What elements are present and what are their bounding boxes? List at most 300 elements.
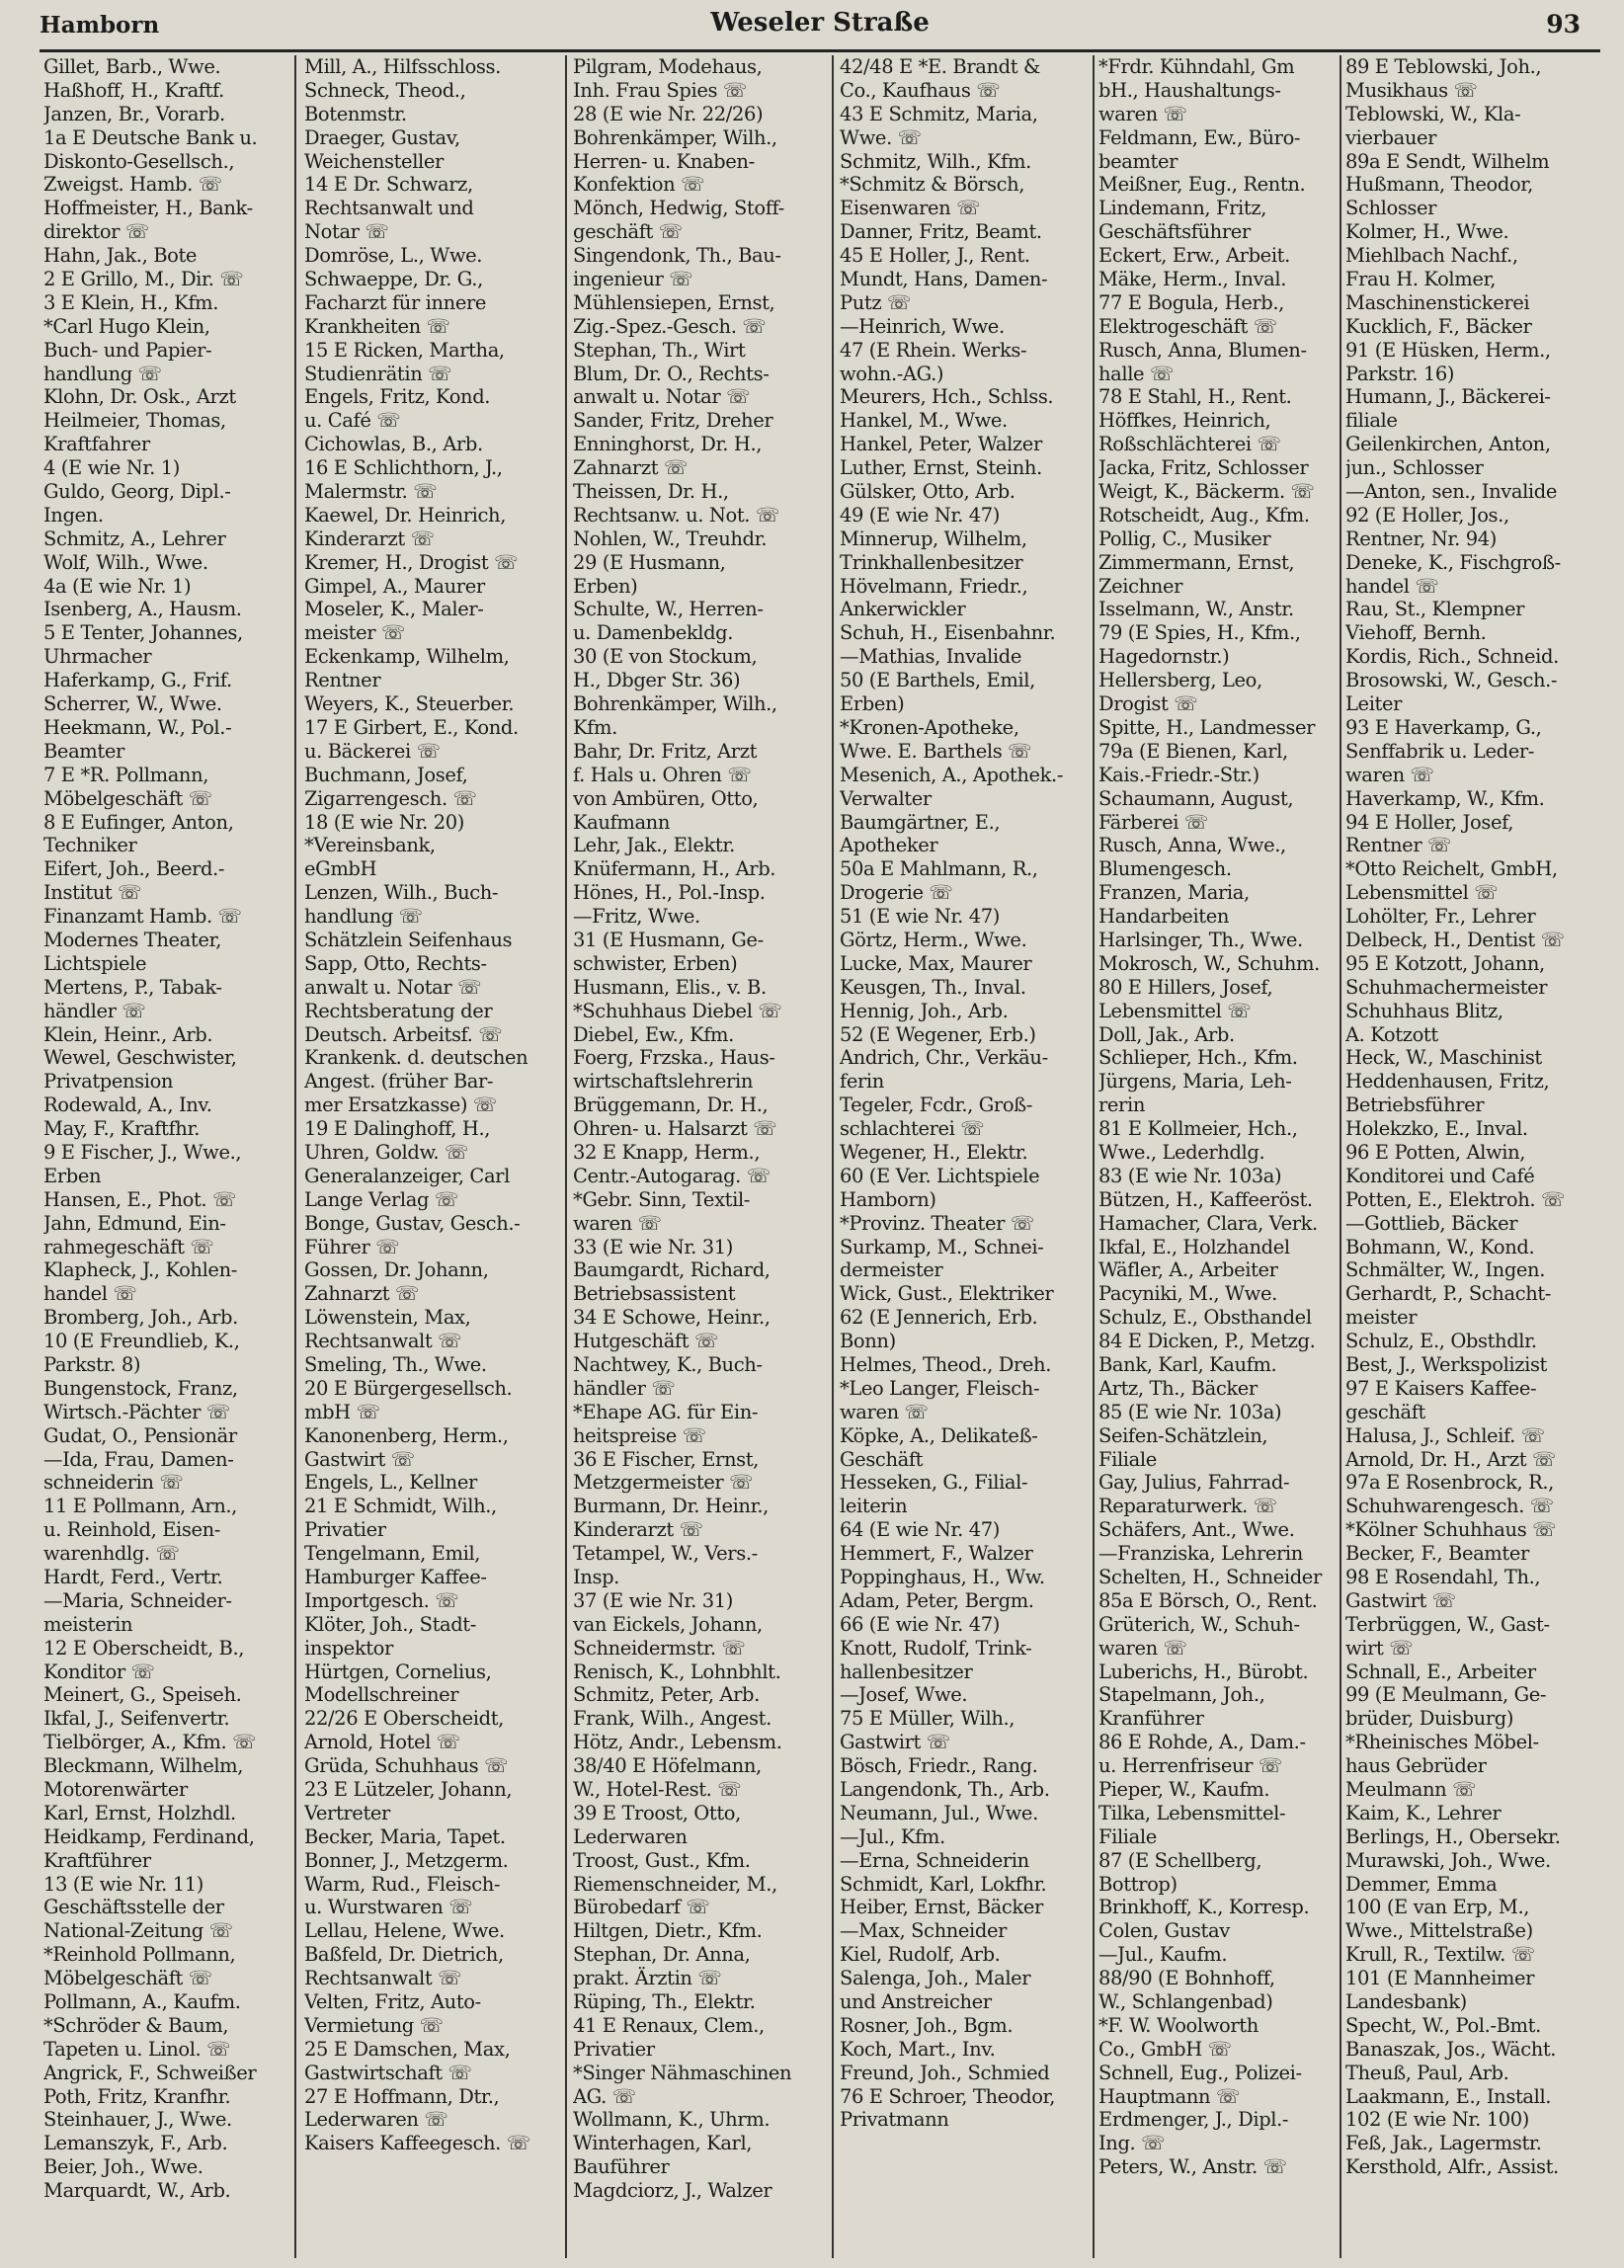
column-2 xyxy=(304,55,557,2258)
directory-line: Kanonenberg, Herm., xyxy=(304,1423,509,1447)
directory-line: halle ☏ xyxy=(1098,362,1174,385)
directory-line: wirt ☏ xyxy=(1345,1636,1414,1660)
directory-line: Gülsker, Otto, Arb. xyxy=(840,480,1015,504)
directory-line: *Provinz. Theater ☏ xyxy=(840,1211,1034,1235)
directory-line: Kranführer xyxy=(1098,1707,1204,1731)
directory-line: *Schuhhaus Diebel ☏ xyxy=(573,999,782,1022)
page-number: 93 xyxy=(1546,10,1581,39)
directory-line: Gay, Julius, Fahrrad- xyxy=(1098,1471,1290,1495)
directory-line: May, F., Kraftfhr. xyxy=(43,1117,201,1141)
directory-line: Draeger, Gustav, xyxy=(304,125,460,149)
directory-line: brüder, Duisburg) xyxy=(1345,1707,1514,1731)
directory-line: Tilka, Lebensmittel- xyxy=(1098,1801,1286,1824)
directory-line: Schuhwarengesch. ☏ xyxy=(1345,1495,1554,1518)
directory-line: H., Dbger Str. 36) xyxy=(573,669,741,692)
directory-line: 49 (E wie Nr. 47) xyxy=(840,503,1000,526)
directory-line: Engels, L., Kellner xyxy=(304,1471,477,1495)
directory-line: Rechtsanwalt ☏ xyxy=(304,1967,462,1990)
directory-line: Keusgen, Th., Inval. xyxy=(840,975,1026,999)
directory-line: Guldo, Georg, Dipl.- xyxy=(43,480,231,504)
directory-line: Rau, St., Klempner xyxy=(1345,598,1525,621)
directory-line: f. Hals u. Ohren ☏ xyxy=(573,763,752,786)
directory-line: Inh. Frau Spies ☏ xyxy=(573,78,747,102)
directory-line: anwalt u. Notar ☏ xyxy=(573,385,751,409)
directory-line: Filiale xyxy=(1098,1824,1157,1848)
directory-line: Koch, Mart., Inv. xyxy=(840,2037,996,2061)
directory-line: Herren- u. Knaben- xyxy=(573,149,755,173)
directory-line: Leiter xyxy=(1345,692,1403,716)
directory-line: Hamborn) xyxy=(840,1187,936,1211)
directory-line: *Carl Hugo Klein, xyxy=(43,314,210,338)
directory-line: Stephan, Dr. Anna, xyxy=(573,1943,751,1967)
directory-line: Schulz, E., Obsthandel xyxy=(1098,1306,1312,1330)
directory-line: Mill, A., Hilfsschloss. xyxy=(304,55,501,78)
directory-line: Heck, W., Maschinist xyxy=(1345,1046,1542,1070)
directory-line: Geschäftsstelle der xyxy=(43,1896,224,1919)
directory-line: 89 E Teblowski, Joh., xyxy=(1345,55,1542,78)
directory-line: 100 (E van Erp, M., xyxy=(1345,1896,1530,1919)
directory-line: Erdmenger, J., Dipl.- xyxy=(1098,2108,1289,2132)
directory-line: Becker, F., Beamter xyxy=(1345,1542,1529,1566)
directory-line: Bahr, Dr. Fritz, Arzt xyxy=(573,739,758,763)
directory-line: Schlosser xyxy=(1345,197,1437,220)
directory-line: Theuß, Paul, Arb. xyxy=(1345,2061,1509,2084)
directory-line: waren ☏ xyxy=(1098,102,1187,125)
directory-line: 10 (E Freundlieb, K., xyxy=(43,1330,240,1353)
directory-line: u. Reinhold, Eisen- xyxy=(43,1518,220,1542)
directory-line: u. Herrenfriseur ☏ xyxy=(1098,1754,1282,1778)
directory-line: Kremer, H., Drogist ☏ xyxy=(304,550,519,574)
directory-line: Gerhardt, P., Schacht- xyxy=(1345,1282,1551,1306)
directory-line: Schuhhaus Blitz, xyxy=(1345,999,1503,1022)
directory-line: handlung ☏ xyxy=(43,362,162,385)
directory-line: Privatpension xyxy=(43,1070,174,1094)
directory-line: Rusch, Anna, Wwe., xyxy=(1098,834,1286,857)
directory-line: Smeling, Th., Wwe. xyxy=(304,1352,487,1376)
directory-line: —Ida, Frau, Damen- xyxy=(43,1447,234,1471)
directory-line: Konditorei und Café xyxy=(1345,1164,1535,1187)
directory-line: Lichtspiele xyxy=(43,951,147,975)
directory-line: Eifert, Joh., Beerd.- xyxy=(43,857,225,881)
directory-line: meister xyxy=(1345,1306,1418,1330)
directory-line: Deutsch. Arbeitsf. ☏ xyxy=(304,1022,503,1046)
directory-line: 12 E Oberscheidt, B., xyxy=(43,1636,245,1660)
directory-line: Zahnarzt ☏ xyxy=(304,1282,419,1306)
directory-line: 29 (E Husmann, xyxy=(573,550,726,574)
directory-line: Surkamp, M., Schnei- xyxy=(840,1235,1044,1258)
directory-line: *Gebr. Sinn, Textil- xyxy=(573,1187,750,1211)
directory-line: filiale xyxy=(1345,409,1398,433)
directory-line: Kaewel, Dr. Heinrich, xyxy=(304,503,506,526)
directory-line: —Anton, sen., Invalide xyxy=(1345,480,1557,504)
directory-line: Schneck, Theod., xyxy=(304,78,466,102)
directory-line: Diskonto-Gesellsch., xyxy=(43,149,235,173)
directory-line: Privatier xyxy=(573,2037,655,2061)
directory-line: Hagedornstr.) xyxy=(1098,645,1230,669)
directory-line: Löwenstein, Max, xyxy=(304,1306,471,1330)
directory-line: Isenberg, A., Hausm. xyxy=(43,598,242,621)
directory-line: Importgesch. ☏ xyxy=(304,1588,459,1612)
directory-line: meisterin xyxy=(43,1612,133,1636)
directory-line: *Kölner Schuhhaus ☏ xyxy=(1345,1518,1557,1542)
directory-line: u. Damenbekldg. xyxy=(573,621,734,645)
directory-line: direktor ☏ xyxy=(43,220,149,244)
directory-line: A. Kotzott xyxy=(1345,1022,1438,1046)
directory-line: Kordis, Rich., Schneid. xyxy=(1345,645,1559,669)
directory-line: Grüda, Schuhhaus ☏ xyxy=(304,1754,509,1778)
directory-line: Buch- und Papier- xyxy=(43,338,212,362)
directory-line: Lebensmittel ☏ xyxy=(1345,881,1499,905)
directory-line: Brosowski, W., Gesch.- xyxy=(1345,669,1558,692)
directory-line: Krull, R., Textilw. ☏ xyxy=(1345,1943,1535,1967)
directory-line: Schätzlein Seifenhaus xyxy=(304,928,513,951)
column-divider xyxy=(565,55,567,2258)
directory-line: Ohren- u. Halsarzt ☏ xyxy=(573,1117,777,1141)
directory-line: Kaisers Kaffeegesch. ☏ xyxy=(304,2132,530,2155)
directory-line: —Jul., Kaufm. xyxy=(1098,1943,1228,1967)
directory-line: Tielbörger, A., Kfm. ☏ xyxy=(43,1731,257,1754)
directory-line: Andrich, Chr., Verkäu- xyxy=(840,1046,1048,1070)
directory-line: Hansen, E., Phot. ☏ xyxy=(43,1187,236,1211)
directory-line: Rechtsanwalt und xyxy=(304,197,474,220)
directory-line: 83 (E wie Nr. 103a) xyxy=(1098,1164,1282,1187)
directory-line: Notar ☏ xyxy=(304,220,389,244)
directory-line: Rechtsberatung der xyxy=(304,999,493,1022)
directory-line: Potten, E., Elektroh. ☏ xyxy=(1345,1187,1565,1211)
directory-line: Vermietung ☏ xyxy=(304,2013,444,2037)
directory-line: Adam, Peter, Bergm. xyxy=(840,1588,1034,1612)
directory-line: Meulmann ☏ xyxy=(1345,1778,1477,1802)
directory-line: Schaumann, August, xyxy=(1098,786,1294,810)
directory-line: leiterin xyxy=(840,1495,908,1518)
directory-line: Best, J., Werkspolizist xyxy=(1345,1352,1547,1376)
directory-line: Viehoff, Bernh. xyxy=(1345,621,1487,645)
directory-line: Kersthold, Alfr., Assist. xyxy=(1345,2155,1559,2179)
directory-line: Parkstr. 8) xyxy=(43,1352,141,1376)
directory-line: 62 (E Jennerich, Erb. xyxy=(840,1306,1038,1330)
directory-line: Klapheck, J., Kohlen- xyxy=(43,1258,237,1282)
directory-line: Schnall, E., Arbeiter xyxy=(1345,1660,1536,1683)
directory-line: AG. ☏ xyxy=(573,2084,636,2108)
directory-line: *Vereinsbank, xyxy=(304,834,436,857)
directory-line: *Rheinisches Möbel- xyxy=(1345,1731,1539,1754)
directory-line: Helmes, Theod., Dreh. xyxy=(840,1352,1051,1376)
directory-line: 50a E Mahlmann, R., xyxy=(840,857,1038,881)
directory-line: Burmann, Dr. Heinr., xyxy=(573,1495,769,1518)
directory-line: Bank, Karl, Kaufm. xyxy=(1098,1352,1277,1376)
directory-line: Zahnarzt ☏ xyxy=(573,456,688,480)
directory-line: 60 (E Ver. Lichtspiele xyxy=(840,1164,1040,1187)
directory-line: Cichowlas, B., Arb. xyxy=(304,433,483,456)
directory-line: Krankenk. d. deutschen xyxy=(304,1046,528,1070)
directory-line: Bützen, H., Kaffeeröst. xyxy=(1098,1187,1313,1211)
directory-line: Lellau, Helene, Wwe. xyxy=(304,1919,505,1943)
directory-line: händler ☏ xyxy=(573,1376,676,1400)
directory-line: Schmälter, W., Ingen. xyxy=(1345,1258,1546,1282)
directory-line: Kfm. xyxy=(573,715,617,739)
directory-line: 2 E Grillo, M., Dir. ☏ xyxy=(43,268,244,291)
directory-line: Techniker xyxy=(43,834,137,857)
directory-line: Schneidermstr. ☏ xyxy=(573,1636,746,1660)
directory-line: wirtschaftslehrerin xyxy=(573,1070,753,1094)
directory-line: Wäfler, A., Arbeiter xyxy=(1098,1258,1278,1282)
directory-line: 37 (E wie Nr. 31) xyxy=(573,1588,733,1612)
directory-line: Blum, Dr. O., Rechts- xyxy=(573,362,770,385)
directory-line: dermeister xyxy=(840,1258,943,1282)
directory-line: 87 (E Schellberg, xyxy=(1098,1848,1262,1872)
directory-line: Beier, Joh., Wwe. xyxy=(43,2155,203,2179)
directory-line: Hönes, H., Pol.-Insp. xyxy=(573,881,766,905)
directory-line: Privatier xyxy=(304,1518,386,1542)
directory-line: Hötz, Andr., Lebensm. xyxy=(573,1731,782,1754)
directory-line: *Otto Reichelt, GmbH, xyxy=(1345,857,1558,881)
directory-line: 9 E Fischer, J., Wwe., xyxy=(43,1140,242,1164)
directory-line: Motorenwärter xyxy=(43,1778,188,1802)
directory-line: und Anstreicher xyxy=(840,1990,992,2014)
directory-line: Höffkes, Heinrich, xyxy=(1098,409,1271,433)
directory-line: Köpke, A., Delikateß- xyxy=(840,1423,1038,1447)
directory-line: Heekmann, W., Pol.- xyxy=(43,715,232,739)
directory-line: Vertreter xyxy=(304,1801,390,1824)
directory-line: Wwe. E. Barthels ☏ xyxy=(840,739,1032,763)
directory-line: Weigt, K., Bäckerm. ☏ xyxy=(1098,480,1315,504)
directory-line: Hemmert, F., Walzer xyxy=(840,1542,1033,1566)
directory-line: Baumgärtner, E., xyxy=(840,810,1001,834)
directory-line: Riemenschneider, M., xyxy=(573,1872,777,1896)
directory-line: 79a (E Bienen, Karl, xyxy=(1098,739,1288,763)
directory-line: —Franziska, Lehrerin xyxy=(1098,1542,1303,1566)
directory-line: Rentner, Nr. 94) xyxy=(1345,526,1497,550)
directory-line: *Reinhold Pollmann, xyxy=(43,1943,236,1967)
directory-line: Führer ☏ xyxy=(304,1235,400,1258)
directory-line: Hesseken, G., Filial- xyxy=(840,1471,1028,1495)
directory-line: Musikhaus ☏ xyxy=(1345,78,1478,102)
directory-line: Lebensmittel ☏ xyxy=(1098,999,1252,1022)
directory-line: Engels, Fritz, Kond. xyxy=(304,385,491,409)
directory-line: Spitte, H., Landmesser xyxy=(1098,715,1316,739)
directory-line: Salenga, Joh., Maler xyxy=(840,1967,1031,1990)
directory-line: —Maria, Schneider- xyxy=(43,1588,232,1612)
directory-line: Geilenkirchen, Anton, xyxy=(1345,433,1551,456)
directory-line: Rentner ☏ xyxy=(1345,834,1452,857)
directory-line: 17 E Girbert, E., Kond. xyxy=(304,715,519,739)
directory-line: Pilgram, Modehaus, xyxy=(573,55,763,78)
directory-line: 13 (E wie Nr. 11) xyxy=(43,1872,203,1896)
directory-line: Jürgens, Maria, Leh- xyxy=(1098,1070,1292,1094)
directory-line: Mertens, P., Tabak- xyxy=(43,975,222,999)
directory-line: Angrick, F., Schweißer xyxy=(43,2061,257,2084)
directory-line: Geschäft xyxy=(840,1447,924,1471)
directory-line: Drogerie ☏ xyxy=(840,881,953,905)
directory-line: Elektrogeschäft ☏ xyxy=(1098,314,1277,338)
directory-line: Frau H. Kolmer, xyxy=(1345,268,1497,291)
directory-line: Senffabrik u. Leder- xyxy=(1345,739,1534,763)
directory-line: Minnerup, Wilhelm, xyxy=(840,526,1027,550)
directory-line: 14 E Dr. Schwarz, xyxy=(304,173,473,197)
directory-line: Heilmeier, Thomas, xyxy=(43,409,226,433)
directory-line: 51 (E wie Nr. 47) xyxy=(840,905,1000,929)
directory-line: Generalanzeiger, Carl xyxy=(304,1164,510,1187)
directory-line: rerin xyxy=(1098,1094,1145,1117)
directory-line: —Heinrich, Wwe. xyxy=(840,314,1005,338)
directory-line: Gossen, Dr. Johann, xyxy=(304,1258,489,1282)
directory-line: *Schröder & Baum, xyxy=(43,2013,229,2037)
directory-line: Maschinenstickerei xyxy=(1345,290,1530,314)
directory-line: Konditor ☏ xyxy=(43,1660,155,1683)
directory-line: 101 (E Mannheimer xyxy=(1345,1967,1535,1990)
directory-line: Hiltgen, Dietr., Kfm. xyxy=(573,1919,763,1943)
directory-line: Lindemann, Fritz, xyxy=(1098,197,1266,220)
column-5 xyxy=(1098,55,1336,2258)
directory-line: handel ☏ xyxy=(1345,574,1439,598)
directory-line: Ingen. xyxy=(43,503,104,526)
directory-line: mbH ☏ xyxy=(304,1400,380,1423)
directory-line: 23 E Lützeler, Johann, xyxy=(304,1778,513,1802)
directory-line: 85 (E wie Nr. 103a) xyxy=(1098,1400,1282,1423)
directory-line: Schwaeppe, Dr. G., xyxy=(304,268,483,291)
directory-line: Kais.-Friedr.-Str.) xyxy=(1098,763,1259,786)
directory-line: *Leo Langer, Fleisch- xyxy=(840,1376,1040,1400)
directory-line: Möbelgeschäft ☏ xyxy=(43,1967,212,1990)
directory-line: Tapeten u. Linol. ☏ xyxy=(43,2037,231,2061)
directory-line: Hürtgen, Cornelius, xyxy=(304,1660,492,1683)
directory-line: Gudat, O., Pensionär xyxy=(43,1423,237,1447)
directory-line: Ikfal, E., Holzhandel xyxy=(1098,1235,1290,1258)
directory-line: Luther, Ernst, Steinh. xyxy=(840,456,1042,480)
directory-line: 85a E Börsch, O., Rent. xyxy=(1098,1588,1318,1612)
directory-line: Karl, Ernst, Holzhdl. xyxy=(43,1801,236,1824)
directory-line: —Jul., Kfm. xyxy=(840,1824,945,1848)
directory-line: u. Wurstwaren ☏ xyxy=(304,1896,473,1919)
directory-line: Jahn, Edmund, Ein- xyxy=(43,1211,226,1235)
directory-line: Scherrer, W., Wwe. xyxy=(43,692,222,716)
directory-line: 11 E Pollmann, Arn., xyxy=(43,1495,237,1518)
directory-line: Freund, Joh., Schmied xyxy=(840,2061,1050,2084)
directory-line: jun., Schlosser xyxy=(1345,456,1484,480)
directory-line: 84 E Dicken, P., Metzg. xyxy=(1098,1330,1316,1353)
directory-line: 47 (E Rhein. Werks- xyxy=(840,338,1027,362)
directory-line: Hamacher, Clara, Verk. xyxy=(1098,1211,1318,1235)
directory-line: Knüfermann, H., Arb. xyxy=(573,857,776,881)
directory-line: 77 E Bogula, Herb., xyxy=(1098,290,1284,314)
directory-line: Mokrosch, W., Schuhm. xyxy=(1098,951,1320,975)
directory-line: Lederwaren ☏ xyxy=(304,2108,448,2132)
column-divider xyxy=(1340,55,1341,2258)
directory-line: Lenzen, Wilh., Buch- xyxy=(304,881,499,905)
directory-line: Co., Kaufhaus ☏ xyxy=(840,78,1001,102)
directory-line: 15 E Ricken, Martha, xyxy=(304,338,505,362)
directory-line: Parkstr. 16) xyxy=(1345,362,1455,385)
directory-line: Haverkamp, W., Kfm. xyxy=(1345,786,1545,810)
directory-line: Rechtsanwalt ☏ xyxy=(304,1330,462,1353)
directory-line: waren ☏ xyxy=(573,1211,662,1235)
directory-line: Specht, W., Pol.-Bmt. xyxy=(1345,2013,1541,2037)
directory-line: ingenieur ☏ xyxy=(573,268,693,291)
directory-line: 20 E Bürgergesellsch. xyxy=(304,1376,513,1400)
directory-line: Brinkhoff, K., Korresp. xyxy=(1098,1896,1310,1919)
directory-line: Kucklich, F., Bäcker xyxy=(1345,314,1532,338)
directory-line: 102 (E wie Nr. 100) xyxy=(1345,2108,1529,2132)
directory-line: Schmidt, Karl, Lokfhr. xyxy=(840,1872,1047,1896)
directory-line: Franzen, Maria, xyxy=(1098,881,1250,905)
directory-line: Schuh, H., Eisenbahnr. xyxy=(840,621,1056,645)
directory-line: Bohrenkämper, Wilh., xyxy=(573,125,777,149)
directory-line: Pieper, W., Kaufm. xyxy=(1098,1778,1270,1802)
column-divider xyxy=(1093,55,1095,2258)
directory-line: Meurers, Hch., Schlss. xyxy=(840,385,1054,409)
directory-line: Becker, Maria, Tapet. xyxy=(304,1824,506,1848)
directory-line: Ankerwickler xyxy=(840,598,966,621)
directory-line: Eisenwaren ☏ xyxy=(840,197,981,220)
directory-line: Enninghorst, Dr. H., xyxy=(573,433,763,456)
directory-line: Haßhoff, H., Kraftf. xyxy=(43,78,224,102)
directory-line: Stephan, Th., Wirt xyxy=(573,338,746,362)
directory-line: Filiale xyxy=(1098,1447,1157,1471)
directory-line: 19 E Dalinghoff, H., xyxy=(304,1117,491,1141)
directory-line: Sapp, Otto, Rechts- xyxy=(304,951,487,975)
directory-line: 41 E Renaux, Clem., xyxy=(573,2013,765,2037)
directory-line: Tetampel, W., Vers.- xyxy=(573,1542,758,1566)
directory-line: Diebel, Ew., Kfm. xyxy=(573,1022,734,1046)
directory-line: schlachterei ☏ xyxy=(840,1117,985,1141)
directory-line: Zig.-Spez.-Gesch. ☏ xyxy=(573,314,767,338)
directory-line: Wwe., Lederhdlg. xyxy=(1098,1140,1265,1164)
directory-line: Rosner, Joh., Bgm. xyxy=(840,2013,1014,2037)
directory-line: Gastwirt ☏ xyxy=(304,1447,415,1471)
directory-line: Feldmann, Ew., Büro- xyxy=(1098,125,1301,149)
directory-line: 92 (E Holler, Jos., xyxy=(1345,503,1509,526)
directory-line: 38/40 E Höfelmann, xyxy=(573,1754,762,1778)
directory-line: 28 (E wie Nr. 22/26) xyxy=(573,102,764,125)
directory-line: 88/90 (E Bohnhoff, xyxy=(1098,1967,1275,1990)
directory-line: *Ehape AG. für Ein- xyxy=(573,1400,759,1423)
directory-line: Rodewald, A., Inv. xyxy=(43,1094,212,1117)
directory-line: waren ☏ xyxy=(1345,763,1434,786)
directory-line: Poppinghaus, H., Ww. xyxy=(840,1566,1045,1588)
directory-line: Kaufmann xyxy=(573,810,671,834)
directory-line: 36 E Fischer, Ernst, xyxy=(573,1447,759,1471)
directory-line: wohn.-AG.) xyxy=(840,362,944,385)
directory-line: 96 E Potten, Alwin, xyxy=(1345,1140,1526,1164)
directory-line: Co., GmbH ☏ xyxy=(1098,2037,1232,2061)
directory-line: Blumengesch. xyxy=(1098,857,1232,881)
directory-line: Seifen-Schätzlein, xyxy=(1098,1423,1268,1447)
directory-line: Bungenstock, Franz, xyxy=(43,1376,238,1400)
directory-line: 75 E Müller, Wilh., xyxy=(840,1707,1015,1731)
directory-line: Landesbank) xyxy=(1345,1990,1467,2014)
directory-line: Zimmermann, Ernst, xyxy=(1098,550,1295,574)
directory-line: inspektor xyxy=(304,1636,393,1660)
directory-line: Görtz, Herm., Wwe. xyxy=(840,928,1027,951)
directory-line: 43 E Schmitz, Maria, xyxy=(840,102,1038,125)
directory-line: Hoffmeister, H., Bank- xyxy=(43,197,253,220)
directory-line: Hardt, Ferd., Vertr. xyxy=(43,1566,223,1588)
directory-line: Feß, Jak., Lagermstr. xyxy=(1345,2132,1542,2155)
directory-line: Pacyniki, M., Wwe. xyxy=(1098,1282,1277,1306)
directory-line: Humann, J., Bäckerei- xyxy=(1345,385,1551,409)
directory-line: Weyers, K., Steuerber. xyxy=(304,692,515,716)
directory-line: Zigarrengesch. ☏ xyxy=(304,786,477,810)
directory-line: Kiel, Rudolf, Arb. xyxy=(840,1943,1001,1967)
directory-line: Wewel, Geschwister, xyxy=(43,1046,237,1070)
directory-line: Danner, Fritz, Beamt. xyxy=(840,220,1042,244)
directory-line: Baumgardt, Richard, xyxy=(573,1258,771,1282)
directory-line: Schuhmachermeister xyxy=(1345,975,1548,999)
directory-line: Renisch, K., Lohnbhlt. xyxy=(573,1660,781,1683)
directory-line: 31 (E Husmann, Ge- xyxy=(573,928,764,951)
directory-line: Erben) xyxy=(573,574,638,598)
directory-line: Harlsinger, Th., Wwe. xyxy=(1098,928,1303,951)
